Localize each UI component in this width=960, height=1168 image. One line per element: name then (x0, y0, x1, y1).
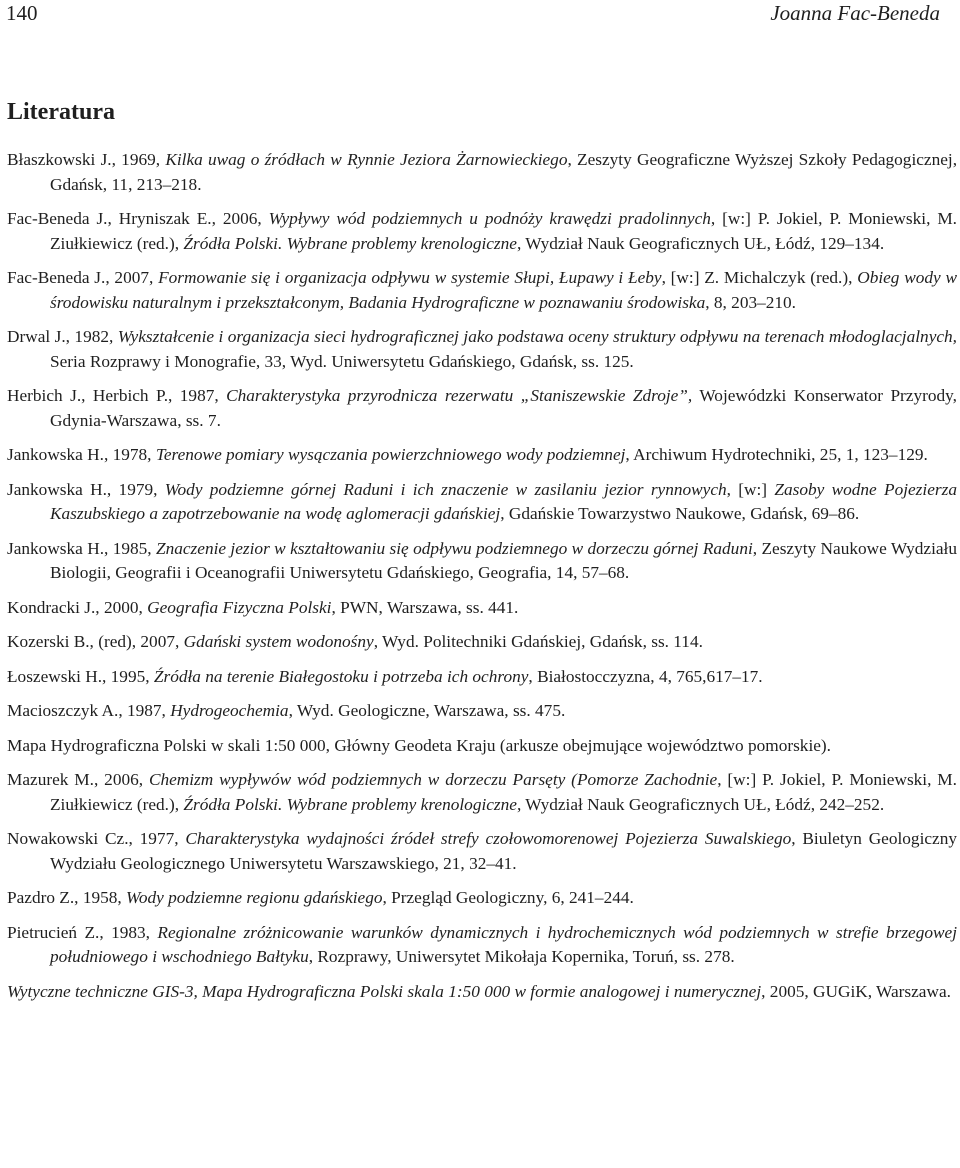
reference-title: Charakterystyka wydajności źródeł strefy czołowomorenowej Pojezierza Suwalskiego (185, 829, 792, 848)
reference-entry (7, 768, 957, 817)
page-number: 140 (6, 1, 38, 25)
reference-title: Kilka uwag o źródłach w Rynnie Jeziora Żarnowieckiego (165, 150, 568, 169)
reference-title: Źródła na terenie Białegostoku i potrzeba ich ochrony (153, 666, 529, 686)
reference-title: Wody podziemne górnej Raduni i ich znaczenie w zasilaniu jezior rynnowych (164, 479, 727, 499)
reference-title: Gdański system wodonośny (183, 632, 374, 651)
reference-entry (7, 384, 957, 433)
reference-text: Kozerski B., (red), 2007, (7, 632, 184, 651)
reference-text: Macioszczyk A., 1987, (7, 701, 171, 720)
reference-entry (7, 478, 957, 527)
reference-title: Znaczenie jezior w kształtowaniu się odpływu podziemnego w dorzeczu górnej Raduni (155, 538, 753, 558)
reference-entry (7, 734, 957, 759)
reference-text: , [w:] P. Jokiel, P. Moniewski, M. Ziułkiewicz (red.), (50, 209, 958, 253)
reference-text: , Gdańskie Towarzystwo Naukowe, Gdańsk, 69–86. (500, 504, 860, 523)
reference-title: Wody podziemne regionu gdańskiego (126, 888, 383, 907)
reference-entry (7, 148, 957, 197)
reference-title: Hydrogeochemia (170, 701, 289, 720)
reference-text: Mapa Hydrograficzna Polski w skali 1:50 000, Główny Geodeta Kraju (arkusze obejmujące województwo pomorskie). (7, 735, 831, 755)
section-title: Literatura (7, 99, 115, 125)
reference-text: , Przegląd Geologiczny, 6, 241–244. (382, 888, 634, 907)
reference-text: , Zeszyty Naukowe Wydziału Biologii, Geografii i Oceanografii Uniwersytetu Gdańskiego, Geografia, 14, 57–68. (50, 538, 957, 582)
reference-entry (7, 665, 957, 690)
reference-text: , Wyd. Politechniki Gdańskiej, Gdańsk, ss. 114. (373, 632, 703, 651)
reference-text: Pazdro Z., 1958, (7, 888, 127, 907)
reference-title: Formowanie się i organizacja odpływu w systemie Słupi, Łupawy i Łeby (158, 268, 662, 287)
reference-text: Pietrucień Z., 1983, (7, 922, 158, 942)
reference-entry (7, 980, 957, 1005)
reference-entry (7, 596, 957, 621)
reference-entry (7, 443, 957, 468)
reference-entry (7, 699, 957, 724)
reference-text: , Wydział Nauk Geograficznych UŁ, Łódź, 129–134. (516, 233, 885, 253)
reference-text: Błaszkowski J., 1969, (7, 150, 166, 169)
reference-text: , [w:] (726, 479, 775, 499)
reference-title: Charakterystyka przyrodnicza rezerwatu „Staniszewskie Zdroje”, (226, 386, 693, 405)
reference-title: Zasoby wodne Pojezierza Kaszubskiego a zapotrzebowanie na wodę aglomeracji gdańskiej (50, 479, 957, 523)
reference-entry (7, 537, 957, 586)
reference-text: , Rozprawy, Uniwersytet Mikołaja Kopernika, Toruń, ss. 278. (308, 947, 735, 966)
reference-text: Fac-Beneda J., Hryniszak E., 2006, (7, 209, 269, 228)
reference-text: , Wydział Nauk Geograficznych UŁ, Łódź, 242–252. (516, 794, 885, 814)
reference-title: Źródła Polski. Wybrane problemy krenologiczne (183, 233, 517, 253)
reference-text: Nowakowski Cz., 1977, (7, 829, 186, 848)
reference-text: Seria Rozprawy i Monografie, 33, Wyd. Uniwersytetu Gdańskiego, Gdańsk, ss. 125. (50, 351, 634, 371)
reference-entry (7, 266, 957, 315)
reference-text: , Archiwum Hydrotechniki, 25, 1, 123–129. (625, 445, 928, 464)
reference-title: Źródła Polski. Wybrane problemy krenologiczne (183, 794, 517, 814)
reference-text: Jankowska H., 1985, (7, 538, 156, 558)
reference-title: Chemizm wypływów wód podziemnych w dorzeczu Parsęty (Pomorze Zachodnie (148, 770, 718, 789)
reference-text: Fac-Beneda J., 2007, (7, 268, 159, 287)
reference-entry (7, 630, 957, 655)
reference-title: Wypływy wód podziemnych u podnóży krawędzi pradolinnych (268, 209, 711, 228)
reference-text: Mazurek M., 2006, (7, 770, 149, 789)
reference-text: , [w:] P. Jokiel, P. Moniewski, M. Ziułkiewicz (red.), (50, 770, 957, 814)
reference-text: , 8, 203–210. (705, 292, 796, 312)
reference-text: Wojewódzki Konserwator Przyrody, Gdynia-Warszawa, ss. 7. (50, 386, 957, 430)
reference-text: , Biuletyn Geologiczny Wydziału Geologicznego Uniwersytetu Warszawskiego, 21, 32–41. (50, 829, 957, 873)
reference-title: Terenowe pomiary wysączania powierzchniowego wody podziemnej (155, 445, 626, 464)
reference-text: Drwal J., 1982, (7, 327, 118, 346)
reference-entry (7, 921, 957, 970)
reference-title: Wytyczne techniczne GIS-3, Mapa Hydrograficzna Polski skala 1:50 000 w formie analogowej i numerycznej (7, 981, 762, 1001)
reference-title: Obieg wody w środowisku naturalnym i przekształconym, Badania Hydrograficzne w poznawaniu środowiska (50, 268, 957, 312)
reference-title: Geografia Fizyczna Polski (147, 597, 332, 617)
reference-text: Herbich J., Herbich P., 1987, (7, 386, 227, 405)
reference-text: , Białostocczyzna, 4, 765,617–17. (528, 666, 763, 686)
reference-text: Łoszewski H., 1995, (7, 666, 154, 686)
reference-text: Kondracki J., 2000, (7, 597, 148, 617)
reference-text: , [w:] Z. Michalczyk (red.), (661, 268, 858, 287)
reference-text: , Wyd. Geologiczne, Warszawa, ss. 475. (288, 701, 566, 720)
reference-text: Jankowska H., 1978, (7, 445, 156, 464)
reference-text: , PWN, Warszawa, ss. 441. (331, 597, 519, 617)
reference-text: , Zeszyty Geograficzne Wyższej Szkoły Pedagogicznej, Gdańsk, 11, 213–218. (50, 150, 958, 194)
reference-entry (7, 207, 957, 256)
reference-title: Wykształcenie i organizacja sieci hydrograficznej jako podstawa oceny struktury odpływu na terenach młodoglacjalnych, (117, 327, 957, 346)
reference-list (7, 148, 957, 1014)
running-header-author: Joanna Fac-Beneda (770, 1, 940, 25)
reference-text: , 2005, GUGiK, Warszawa. (761, 981, 951, 1001)
reference-text: Jankowska H., 1979, (7, 479, 165, 499)
reference-entry (7, 886, 957, 911)
reference-title: Regionalne zróżnicowanie warunków dynamicznych i hydrochemicznych wód podziemnych w strefie brzegowej południowego i wschodniego Bałtyku (50, 922, 958, 966)
reference-entry (7, 325, 957, 374)
reference-entry (7, 827, 957, 876)
